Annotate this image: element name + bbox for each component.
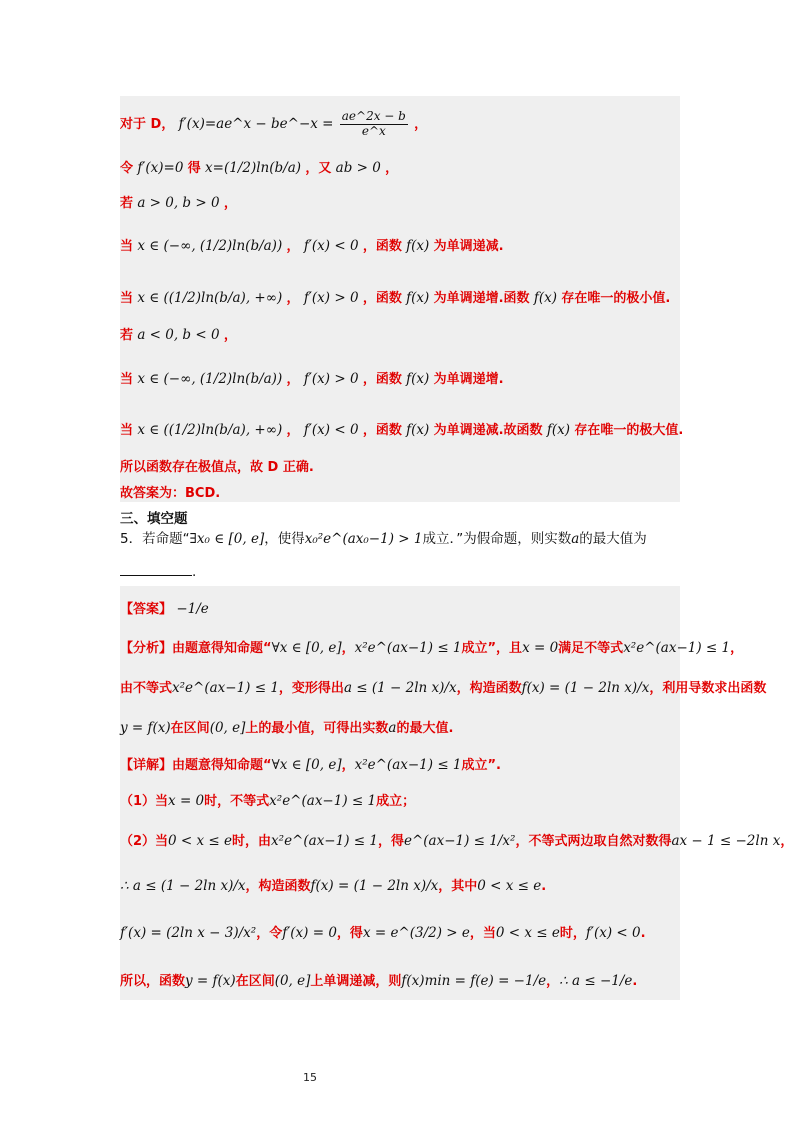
answer-line: 【答案】 −1/e	[120, 601, 209, 617]
question-5-blank: .	[120, 563, 196, 580]
part-d-line-5: 当 x ∈ ((1/2)ln(b/a), +∞) ， f′(x) > 0 ，函数 f(x) 为单调递增.函数 f(x) 存在唯一的极小值.	[120, 290, 671, 306]
detail-line-5: f′(x) = (2ln x − 3)/x²，令f′(x) = 0，得x = e^(3/2) > e，当0 < x ≤ e时，f′(x) < 0.	[120, 925, 646, 941]
part-d-line-4: 当 x ∈ (−∞, (1/2)ln(b/a)) ， f′(x) < 0 ，函数 f(x) 为单调递减.	[120, 238, 504, 254]
part-d-line-8: 当 x ∈ ((1/2)ln(b/a), +∞) ， f′(x) < 0 ，函数 f(x) 为单调递减.故函数 f(x) 存在唯一的极大值.	[120, 422, 684, 438]
section-heading: 三、填空题	[120, 511, 188, 527]
part-d-line-3: 若 a > 0, b > 0 ，	[120, 195, 237, 211]
analysis-line-3: y = f(x)在区间(0, e]上的最小值，可得出实数a的最大值.	[120, 720, 454, 736]
part-d-line-7: 当 x ∈ (−∞, (1/2)ln(b/a)) ， f′(x) > 0 ，函数 f(x) 为单调递增.	[120, 371, 504, 387]
part-d-line-1: 对于 D， f′(x)=ae^x − be^−x = $\frac{ae\^{}2x - b}{e\^{}x}$ ，	[120, 109, 428, 138]
analysis-line-2: 由不等式x²e^(ax−1) ≤ 1，变形得出a ≤ (1 − 2ln x)/x，构造函数f(x) = (1 − 2ln x)/x，利用导数求出函数	[120, 680, 767, 696]
part-d-line-10: 故答案为：BCD.	[120, 486, 221, 501]
fraction: $\frac{ae\^{}2x - b}{e\^{}x}$	[341, 109, 406, 138]
detail-line-6: 所以，函数y = f(x)在区间(0, e]上单调递减，则f(x)min = f(e) = −1/e，∴ a ≤ −1/e.	[120, 973, 638, 989]
page-number: 15	[303, 1071, 317, 1084]
detail-line-2: （1）当x = 0时，不等式x²e^(ax−1) ≤ 1成立；	[120, 793, 416, 809]
detail-line-1: 【详解】由题意得知命题“∀x ∈ [0, e]，x²e^(ax−1) ≤ 1成立”.	[120, 757, 501, 773]
detail-line-3: （2）当0 < x ≤ e时，由x²e^(ax−1) ≤ 1，得e^(ax−1) ≤ 1/x²，不等式两边取自然对数得ax − 1 ≤ −2ln x，	[120, 833, 794, 849]
question-5: 5．若命题“∃x₀ ∈ [0, e]，使得x₀²e^(ax₀−1) > 1成立．”为假命题，则实数a的最大值为	[120, 531, 647, 547]
detail-line-4: ∴ a ≤ (1 − 2ln x)/x，构造函数f(x) = (1 − 2ln x)/x，其中0 < x ≤ e.	[120, 878, 547, 894]
part-d-line-2: 令 f′(x)=0 得 x=(1/2)ln(b/a) ，又 ab > 0 ，	[120, 160, 399, 176]
answer-blank	[120, 563, 192, 576]
analysis-line-1: 【分析】由题意得知命题“∀x ∈ [0, e]，x²e^(ax−1) ≤ 1成立”，且x = 0满足不等式x²e^(ax−1) ≤ 1，	[120, 640, 744, 656]
part-d-line-6: 若 a < 0, b < 0 ，	[120, 327, 237, 343]
part-d-line-9: 所以函数存在极值点，故 D 正确.	[120, 460, 314, 475]
